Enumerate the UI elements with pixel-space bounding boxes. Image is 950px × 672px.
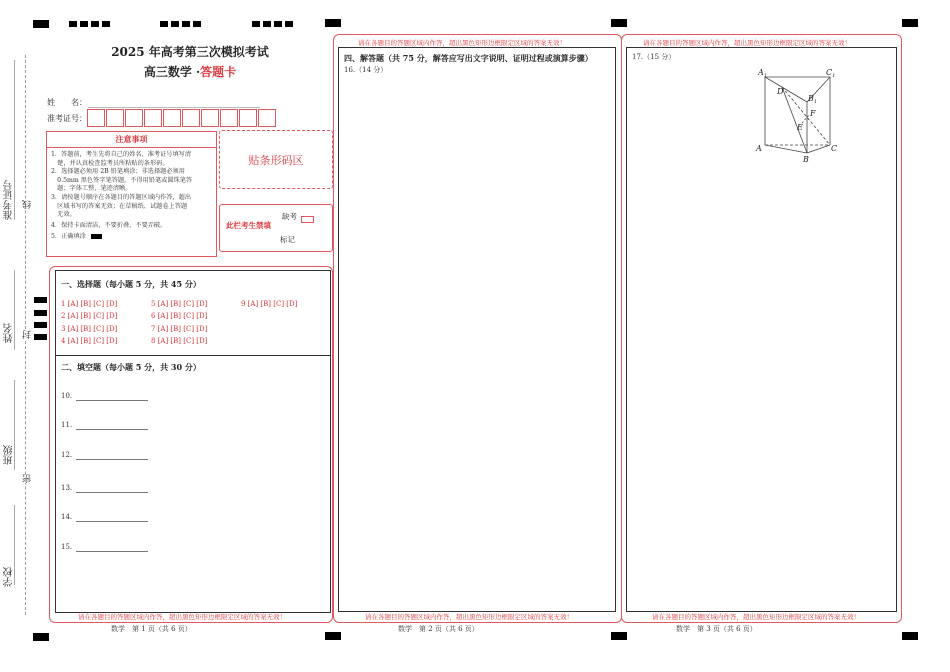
side-label-secret: 密 (23, 474, 33, 483)
note-line: 0.5mm 黑色签字笔答题，不得用铅笔或圆珠笔答 (51, 176, 193, 184)
note-line: 3．请按题号顺序在各题目的答题区域内作答，超出 (51, 193, 192, 201)
choice-row-5[interactable]: 5 [A] [B] [C] [D] (151, 300, 208, 308)
notes-box (46, 131, 217, 257)
note-fill-example (51, 233, 216, 242)
page1-footer: 数学 第 1 页（共 6 页） (111, 625, 192, 633)
id-digit-box[interactable] (106, 109, 124, 127)
timing-mark (34, 297, 47, 303)
note-line: 2．选择题必须用 2B 铅笔填涂；非选择题必须用 (51, 168, 185, 176)
side-label-class: 班级 (4, 445, 15, 465)
notes-body (47, 148, 216, 242)
choice-row-1[interactable]: 1 [A] [B] [C] [D] (61, 300, 118, 308)
side-label-id: 准考证号 (4, 180, 15, 220)
card-label: 答题卡 (200, 65, 237, 79)
timing-mark (274, 21, 282, 27)
fill-q13-number: 13. (61, 484, 73, 492)
label-E: E (797, 123, 803, 132)
timing-mark (69, 21, 77, 27)
timing-mark (34, 322, 47, 328)
absent-label-top: 缺考 (282, 212, 297, 221)
side-label-line: 线 (23, 200, 33, 209)
barcode-area-label: 贴条形码区 (248, 153, 304, 167)
note-line: 无效。 (51, 211, 76, 219)
label-A: A (756, 144, 762, 153)
page3-bottom-notice: 请在各题目的答题区域内作答，超出黑色矩形边框限定区域的答案无效！ (652, 613, 860, 621)
side-label-name: 姓名 (4, 323, 15, 343)
page2-footer: 数学 第 2 页（共 6 页） (398, 625, 479, 633)
absent-bubble[interactable] (301, 216, 314, 223)
note-line: 楚，并认真检查监考员所粘贴的条形码。 (51, 159, 169, 167)
q16-label: 16.（14 分） (344, 66, 388, 74)
id-digit-box[interactable] (201, 109, 219, 127)
timing-mark (102, 21, 110, 27)
id-digit-box[interactable] (125, 109, 143, 127)
fill-q10-number: 10. (61, 392, 73, 400)
card-subtitle (80, 63, 300, 80)
fill-q14-blank[interactable] (76, 521, 148, 522)
choice-row-6[interactable]: 6 [A] [B] [C] [D] (151, 312, 208, 320)
choice-row-2[interactable]: 2 [A] [B] [C] [D] (61, 312, 118, 320)
notes-title: 注意事项 (47, 132, 216, 148)
id-digit-box[interactable] (87, 109, 105, 127)
id-label: 准考证号： (47, 114, 87, 123)
timing-mark (80, 21, 88, 27)
fill-q13-blank[interactable] (76, 492, 148, 493)
fill-q12-number: 12. (61, 451, 73, 459)
segment-DC (782, 87, 830, 145)
timing-mark (33, 20, 49, 28)
side-label-seal: 封 (23, 330, 33, 339)
timing-mark (33, 633, 49, 641)
timing-mark (34, 310, 47, 316)
side-label-school: 学校 (4, 567, 15, 587)
fill-q11-number: 11. (61, 421, 73, 429)
label-C1: $C_1$ (826, 68, 836, 79)
absent-note: 此栏考生禁填 (226, 221, 271, 230)
timing-mark (182, 21, 190, 27)
edge-BC (807, 145, 830, 153)
label-C: C (831, 144, 838, 153)
timing-mark (91, 21, 99, 27)
timing-mark (34, 334, 47, 340)
page2-top-notice: 请在各题目的答题区域内作答，超出黑色矩形边框限定区域的答案无效！ (358, 39, 566, 47)
segment-DB (782, 87, 807, 153)
edge-AB (765, 145, 807, 153)
note-line: 题；字体工整、笔迹清晰。 (51, 185, 132, 193)
subject-label: 高三数学 · (143, 65, 201, 79)
name-label: 姓 名： (47, 98, 87, 107)
note-line: 1．答题前，考生先将自己的姓名、准考证号填写清 (51, 151, 192, 158)
note-line: 4．保持卡面清洁，不要折叠、不要弄破。 (51, 221, 167, 229)
segment-EF (802, 115, 809, 123)
section1-title: 一、选择题（每小题 5 分，共 45 分） (61, 279, 201, 289)
fill-q10-blank[interactable] (76, 400, 148, 401)
id-digit-box[interactable] (182, 109, 200, 127)
page3-top-notice: 请在各题目的答题区域内作答，超出黑色矩形边框限定区域的答案无效！ (643, 39, 851, 47)
page3-footer: 数学 第 3 页（共 6 页） (676, 625, 757, 633)
label-F: F (810, 109, 816, 118)
choice-row-7[interactable]: 7 [A] [B] [C] [D] (151, 325, 208, 333)
page2-bottom-notice: 请在各题目的答题区域内作答，超出黑色矩形边框限定区域的答案无效！ (365, 613, 573, 621)
prism-figure (750, 65, 850, 164)
timing-mark (193, 21, 201, 27)
label-B1: $B_1$ (808, 94, 818, 105)
timing-mark (325, 19, 341, 27)
fill-q15-number: 15. (61, 543, 73, 551)
id-number-boxes[interactable] (87, 109, 276, 127)
timing-mark (902, 19, 918, 27)
id-digit-box[interactable] (163, 109, 181, 127)
filled-bubble-sample (91, 234, 102, 239)
q17-label: 17.（15 分） (632, 53, 676, 61)
fill-q14-number: 14. (61, 513, 73, 521)
id-digit-box[interactable] (239, 109, 257, 127)
choice-row-9[interactable]: 9 [A] [B] [C] [D] (241, 300, 298, 308)
timing-mark (611, 632, 627, 640)
timing-mark (263, 21, 271, 27)
timing-mark (285, 21, 293, 27)
id-digit-box[interactable] (144, 109, 162, 127)
note-fill-text: 5．正确填涂 (51, 233, 86, 241)
fill-q12-blank[interactable] (76, 459, 148, 460)
fill-q15-blank[interactable] (76, 551, 148, 552)
note-line: 区域书写的答案无效；在草稿纸、试题卷上答题 (51, 202, 188, 210)
id-digit-box[interactable] (258, 109, 276, 127)
timing-mark (252, 21, 260, 27)
section2-title: 二、填空题（每小题 5 分，共 30 分） (61, 362, 201, 372)
name-input-line[interactable] (88, 107, 260, 108)
barcode-area (219, 130, 333, 189)
absent-label-bottom: 标记 (280, 235, 295, 244)
id-digit-box[interactable] (220, 109, 238, 127)
choice-row-8[interactable]: 8 [A] [B] [C] [D] (151, 337, 208, 345)
label-A1: $A_1$ (758, 68, 767, 79)
section2-box (55, 355, 331, 613)
choice-row-3[interactable]: 3 [A] [B] [C] [D] (61, 325, 118, 333)
exam-title: 2025 年高考第三次模拟考试 (111, 45, 269, 59)
timing-mark (611, 19, 627, 27)
timing-mark (160, 21, 168, 27)
label-B: B (803, 155, 809, 164)
section4-title: 四、解答题（共 75 分，解答应写出文字说明、证明过程或演算步骤） (344, 53, 593, 63)
choice-row-4[interactable]: 4 [A] [B] [C] [D] (61, 337, 118, 345)
absent-box (219, 204, 333, 252)
timing-mark (171, 21, 179, 27)
fill-q11-blank[interactable] (76, 429, 148, 430)
timing-mark (325, 632, 341, 640)
timing-mark (902, 632, 918, 640)
q16-box (338, 47, 616, 612)
page1-bottom-notice: 请在各题目的答题区域内作答，超出黑色矩形边框限定区域的答案无效！ (78, 613, 286, 621)
label-D: D (777, 87, 784, 96)
